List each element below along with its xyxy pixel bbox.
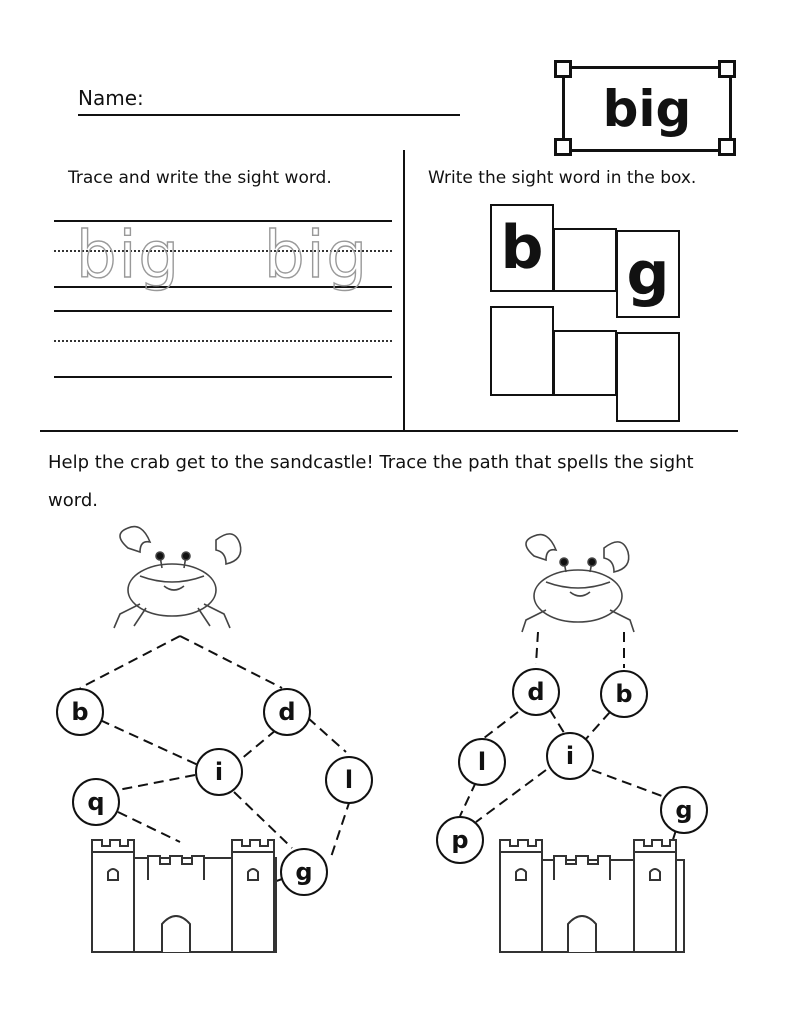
crab-illustration [522, 535, 634, 632]
maze-node-l[interactable]: l [325, 756, 373, 804]
maze-node-d[interactable]: d [512, 668, 560, 716]
maze-node-d[interactable]: d [263, 688, 311, 736]
maze-node-i[interactable]: i [195, 748, 243, 796]
path-line [536, 632, 538, 664]
path-line [592, 770, 662, 796]
path-line [118, 775, 195, 790]
letter-box: g [616, 230, 680, 318]
crab-illustration [114, 527, 241, 628]
maze-node-b[interactable]: b [600, 670, 648, 718]
trace-word[interactable]: big [264, 219, 370, 293]
trace-word[interactable]: big [76, 219, 182, 293]
sight-word-box: big [562, 66, 732, 152]
path-line [484, 712, 518, 738]
sandcastle-illustration [92, 840, 276, 952]
box-instruction: Write the sight word in the box. [428, 168, 697, 188]
path-line [180, 636, 282, 688]
path-line [308, 718, 346, 752]
path-line [460, 782, 476, 816]
maze-instruction: Help the crab get to the sandcastle! Trace the path that spells the sight word. [48, 452, 694, 511]
maze-node-b[interactable]: b [56, 688, 104, 736]
trace-instruction: Trace and write the sight word. [68, 168, 332, 188]
path-line [330, 800, 350, 860]
path-line [240, 730, 276, 760]
maze-node-i[interactable]: i [546, 732, 594, 780]
maze-node-p[interactable]: p [436, 816, 484, 864]
maze-node-q[interactable]: q [72, 778, 120, 826]
path-line [80, 636, 180, 688]
maze-node-g[interactable]: g [660, 786, 708, 834]
letter-box: b [490, 204, 554, 292]
path-line [118, 812, 180, 842]
path-line [585, 712, 610, 740]
path-line [100, 720, 198, 765]
maze-node-g[interactable]: g [280, 848, 328, 896]
maze-node-l[interactable]: l [458, 738, 506, 786]
name-label: Name: [78, 86, 144, 110]
sandcastle-illustration [500, 840, 684, 952]
